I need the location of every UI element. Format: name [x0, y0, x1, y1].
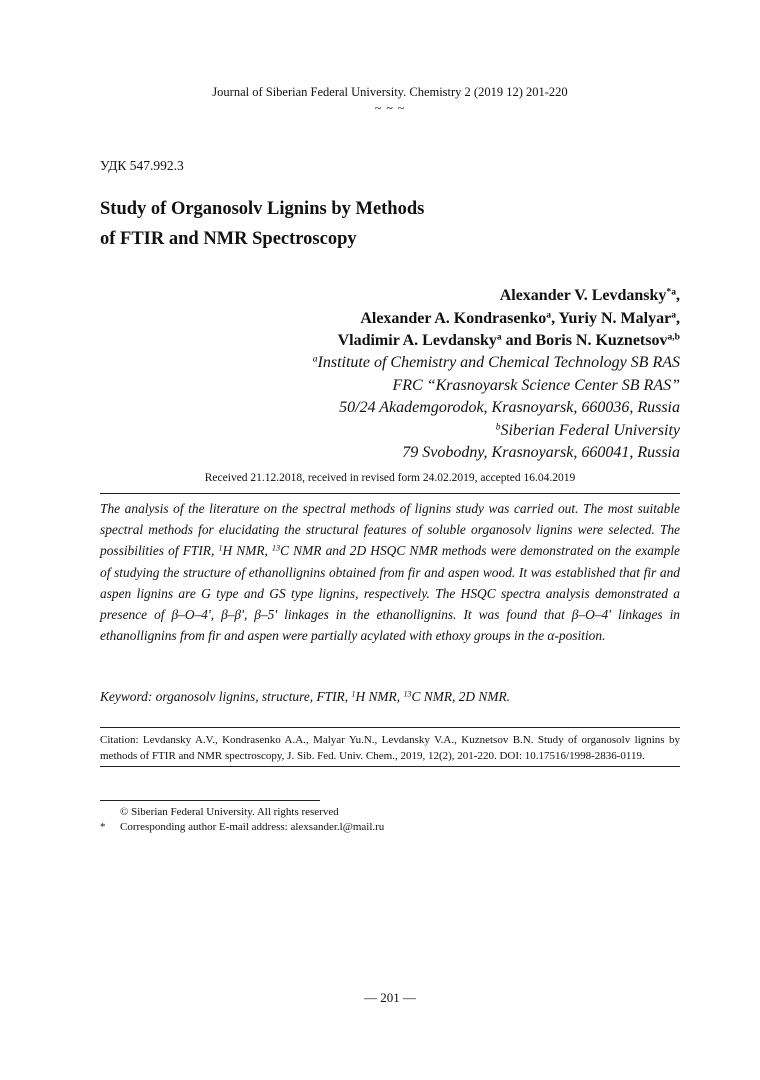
author-punct: ,	[676, 309, 680, 327]
footnote-text: © Siberian Federal University. All rights reserved	[120, 806, 339, 818]
footnote-corresponding	[100, 820, 384, 835]
journal-header: Journal of Siberian Federal University. Chemistry 2 (2019 12) 201-220	[212, 85, 568, 99]
author-punct: ,	[676, 287, 680, 304]
page-number: — 201 —	[364, 990, 416, 1005]
author-name: Alexander V. Levdansky	[499, 287, 667, 304]
affiliation-sup: b	[495, 421, 501, 433]
affiliation-line	[160, 420, 680, 443]
author-sup: a	[671, 309, 676, 321]
author-sup: *a	[666, 286, 676, 298]
affiliation-text: Siberian Federal University	[500, 421, 680, 439]
footnote-text: Corresponding author E-mail address: alexsander.l@mail.ru	[120, 821, 385, 833]
affiliation-list	[160, 352, 680, 465]
keywords-sup: 13	[403, 689, 412, 699]
citation: Citation: Levdansky A.V., Kondrasenko A.A., Malyar Yu.N., Levdansky V.A., Kuznetsov B.N. Study of organosolv lignins by methods of FTIR and NMR spectroscopy, J. Sib. Fed. Univ. Chem., 2019, 12(2), 201-220. DOI: 10.17516/1998-2836-0119.	[100, 734, 680, 762]
udc-code: УДК 547.992.3	[100, 158, 184, 173]
title-line-1: Study of Organosolv Lignins by Methods	[100, 199, 425, 219]
abstract-sup: 13	[272, 543, 281, 553]
keywords-sup: 1	[351, 689, 356, 699]
affiliation-line: 50/24 Akademgorodok, Krasnoyarsk, 660036, Russia	[339, 399, 680, 416]
received-dates: Received 21.12.2018, received in revised form 24.02.2019, accepted 16.04.2019	[204, 472, 576, 484]
author-name: and Boris N. Kuznetsov	[501, 332, 668, 349]
author-line-2	[160, 308, 680, 331]
footnote-mark: *	[100, 821, 106, 833]
abstract-sup: 1	[218, 543, 223, 553]
footnote-divider	[100, 800, 320, 801]
divider	[100, 727, 680, 728]
affiliation-sup: a	[312, 353, 318, 365]
keywords	[100, 689, 680, 705]
affiliation-line: FRC “Krasnoyarsk Science Center SB RAS”	[392, 376, 680, 394]
keywords-text: Keyword: organosolv lignins, structure, FTIR,	[100, 689, 352, 704]
affiliation-line	[160, 352, 680, 375]
author-line-3	[160, 330, 680, 353]
author-name: Alexander A. Kondrasenko	[360, 309, 547, 327]
affiliation-line: 79 Svobodny, Krasnoyarsk, 660041, Russia	[402, 444, 680, 461]
author-name: , Yuriy N. Malyar	[551, 309, 672, 327]
keywords-text: H NMR,	[355, 689, 404, 704]
divider	[100, 493, 680, 494]
author-sup: a	[546, 309, 552, 321]
author-list	[160, 285, 680, 353]
paper-title	[100, 194, 520, 254]
abstract-text: C NMR and 2D HSQC NMR methods were demonstrated on the example of studying the structure of ethanollignins obtained from fir and aspen wood. It was established that fir and aspen lignins are G type and GS type lignins, respectively. The HSQC spectra analysis demonstrated a presence of β–O–4', β–β', β–5' linkages in the ethanollignins. It was found that β–O–4' linkages in ethanollignins from fir and aspen were partially acylated with ethoxy groups in the α-position.	[100, 543, 680, 644]
header-ornament: ~ ~ ~	[374, 101, 406, 115]
author-sup: a,b	[667, 331, 680, 343]
abstract-text: The analysis of the literature on the spectral methods of lignins study was carried out. The most suitable spectral methods for elucidating the structural features of soluble organosolv lignins were selected. The possibilities of FTIR,	[100, 501, 680, 559]
keywords-text: C NMR, 2D NMR.	[411, 689, 511, 704]
footnote-copyright	[100, 805, 339, 820]
divider	[100, 766, 680, 767]
author-sup: a	[496, 331, 502, 343]
author-line-1	[160, 285, 680, 308]
title-line-2: of FTIR and NMR Spectroscopy	[100, 229, 357, 249]
affiliation-text: Institute of Chemistry and Chemical Technology SB RAS	[317, 354, 680, 371]
abstract	[100, 498, 680, 646]
author-name: Vladimir A. Levdansky	[337, 332, 497, 349]
abstract-text: H NMR,	[222, 543, 273, 559]
